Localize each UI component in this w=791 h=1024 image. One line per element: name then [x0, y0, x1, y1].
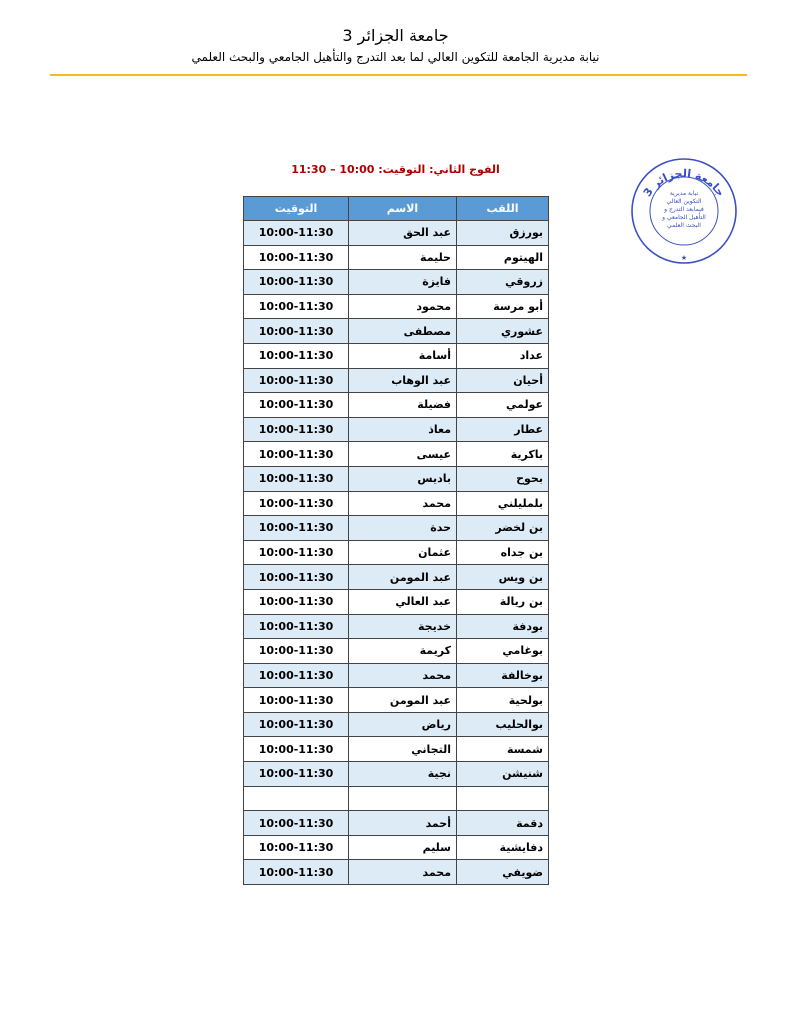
cell-last-name: بوغامي — [457, 639, 549, 664]
cell-time: 10:00-11:30 — [244, 589, 349, 614]
cell-time: 10:00-11:30 — [244, 639, 349, 664]
cell-last-name: الهيتوم — [457, 245, 549, 270]
cell-last-name: بن لخضر — [457, 516, 549, 541]
table-row — [244, 737, 549, 762]
cell-first-name: حليمة — [349, 245, 457, 270]
cell-last-name: بوخالفة — [457, 663, 549, 688]
header-first-name: الاسم — [349, 197, 457, 221]
table-row — [244, 688, 549, 713]
cell-first-name: عيسى — [349, 442, 457, 467]
cell-first-name: سليم — [349, 835, 457, 860]
cell-last-name: بلمليلني — [457, 491, 549, 516]
table-row — [244, 516, 549, 541]
cell-time: 10:00-11:30 — [244, 294, 349, 319]
table-row — [244, 589, 549, 614]
cell-last-name: أبو مرسة — [457, 294, 549, 319]
cell-last-name: بولحية — [457, 688, 549, 713]
cell-last-name: بن ريالة — [457, 589, 549, 614]
table-body — [244, 221, 549, 885]
cell-time: 10:00-11:30 — [244, 319, 349, 344]
table-row — [244, 466, 549, 491]
cell-first-name: أسامة — [349, 343, 457, 368]
cell-first-name: فايزة — [349, 270, 457, 295]
table-row — [244, 786, 549, 811]
cell-last-name: بوالحليب — [457, 712, 549, 737]
cell-first-name: حدة — [349, 516, 457, 541]
cell-last-name: زروقي — [457, 270, 549, 295]
schedule-table — [243, 196, 549, 885]
cell-time: 10:00-11:30 — [244, 835, 349, 860]
cell-first-name: أحمد — [349, 811, 457, 836]
university-stamp — [630, 157, 738, 265]
table-row — [244, 319, 549, 344]
table-row — [244, 491, 549, 516]
cell-first-name: معاذ — [349, 417, 457, 442]
table-row — [244, 417, 549, 442]
table-row — [244, 614, 549, 639]
table-row — [244, 368, 549, 393]
table-row — [244, 811, 549, 836]
cell-last-name: أحيان — [457, 368, 549, 393]
cell-first-name: نجية — [349, 762, 457, 787]
cell-first-name: باديس — [349, 466, 457, 491]
cell-time: 10:00-11:30 — [244, 712, 349, 737]
cell-first-name: مصطفى — [349, 319, 457, 344]
table-header-row — [244, 197, 549, 221]
cell-time: 10:00-11:30 — [244, 270, 349, 295]
directorate-subtitle: نيابة مديرية الجامعة للتكوين العالي لما بعد التدرج والتأهيل الجامعي والبحث العلمي — [191, 50, 600, 64]
table-row — [244, 343, 549, 368]
table-row — [244, 540, 549, 565]
cell-last-name: عولمي — [457, 393, 549, 418]
table-row — [244, 270, 549, 295]
cell-time: 10:00-11:30 — [244, 614, 349, 639]
cell-time: 10:00-11:30 — [244, 343, 349, 368]
stamp-inner-line: التأهيل الجامعي و — [662, 214, 706, 221]
cell-time: 10:00-11:30 — [244, 762, 349, 787]
table-row — [244, 712, 549, 737]
cell-time: 10:00-11:30 — [244, 688, 349, 713]
stamp-inner-line: فيمابعد التدرج و — [664, 206, 704, 213]
header-last-name: اللقب — [457, 197, 549, 221]
table-row — [244, 565, 549, 590]
stamp-inner-line: البحث العلمي — [667, 222, 701, 229]
table-row — [244, 221, 549, 246]
cell-last-name: شمسة — [457, 737, 549, 762]
stamp-inner-line: نيابة مديرية — [669, 190, 699, 197]
cell-first-name: عبد العالي — [349, 589, 457, 614]
cell-first-name: محمود — [349, 294, 457, 319]
cell-last-name: بن جداه — [457, 540, 549, 565]
cell-first-name: محمد — [349, 491, 457, 516]
cell-first-name: محمد — [349, 663, 457, 688]
cell-time: 10:00-11:30 — [244, 737, 349, 762]
cell-time: 10:00-11:30 — [244, 565, 349, 590]
table-row — [244, 663, 549, 688]
cell-last-name: بحوح — [457, 466, 549, 491]
stamp-outer-text: جامعة الجزائر 3 — [640, 166, 728, 200]
cell-last-name: دقمة — [457, 811, 549, 836]
cell-time: 10:00-11:30 — [244, 663, 349, 688]
table-row — [244, 639, 549, 664]
table-row — [244, 860, 549, 885]
cell-time: 10:00-11:30 — [244, 368, 349, 393]
header-time: التوقيت — [244, 197, 349, 221]
cell-first-name: التجاني — [349, 737, 457, 762]
cell-first-name: خديجة — [349, 614, 457, 639]
cell-time: 10:00-11:30 — [244, 417, 349, 442]
table-row — [244, 294, 549, 319]
cell-time: 10:00-11:30 — [244, 442, 349, 467]
group-title: الفوج الثاني: التوقيت: 10:00 – 11:30 — [291, 163, 500, 176]
cell-time — [244, 786, 349, 811]
cell-first-name: عثمان — [349, 540, 457, 565]
table-row — [244, 393, 549, 418]
cell-time: 10:00-11:30 — [244, 860, 349, 885]
stamp-inner-line: التكوين العالي — [666, 198, 702, 205]
cell-last-name: عداد — [457, 343, 549, 368]
cell-last-name: بودفة — [457, 614, 549, 639]
cell-first-name: فضيلة — [349, 393, 457, 418]
university-name: جامعة الجزائر 3 — [342, 26, 449, 45]
stamp-star-icon: ★ — [680, 254, 688, 262]
cell-first-name: عبد الوهاب — [349, 368, 457, 393]
cell-first-name: كريمة — [349, 639, 457, 664]
header-rule — [50, 74, 747, 76]
cell-last-name: عشوري — [457, 319, 549, 344]
cell-time: 10:00-11:30 — [244, 221, 349, 246]
cell-last-name: دفايشية — [457, 835, 549, 860]
cell-last-name: بن ويس — [457, 565, 549, 590]
cell-first-name: محمد — [349, 860, 457, 885]
cell-last-name: باكرية — [457, 442, 549, 467]
table-row — [244, 245, 549, 270]
cell-last-name: ضويفي — [457, 860, 549, 885]
table-row — [244, 442, 549, 467]
cell-last-name: شنيشن — [457, 762, 549, 787]
cell-time: 10:00-11:30 — [244, 245, 349, 270]
cell-time: 10:00-11:30 — [244, 516, 349, 541]
cell-time: 10:00-11:30 — [244, 540, 349, 565]
cell-time: 10:00-11:30 — [244, 393, 349, 418]
cell-last-name: بورزق — [457, 221, 549, 246]
cell-first-name: عبد الحق — [349, 221, 457, 246]
stamp-inner-text — [661, 190, 706, 229]
cell-time: 10:00-11:30 — [244, 811, 349, 836]
cell-last-name: عطار — [457, 417, 549, 442]
table-row — [244, 762, 549, 787]
cell-first-name: رياض — [349, 712, 457, 737]
cell-time: 10:00-11:30 — [244, 466, 349, 491]
table-row — [244, 835, 549, 860]
cell-first-name: عبد المومن — [349, 688, 457, 713]
cell-time: 10:00-11:30 — [244, 491, 349, 516]
cell-first-name — [349, 786, 457, 811]
cell-last-name — [457, 786, 549, 811]
cell-first-name: عبد المومن — [349, 565, 457, 590]
